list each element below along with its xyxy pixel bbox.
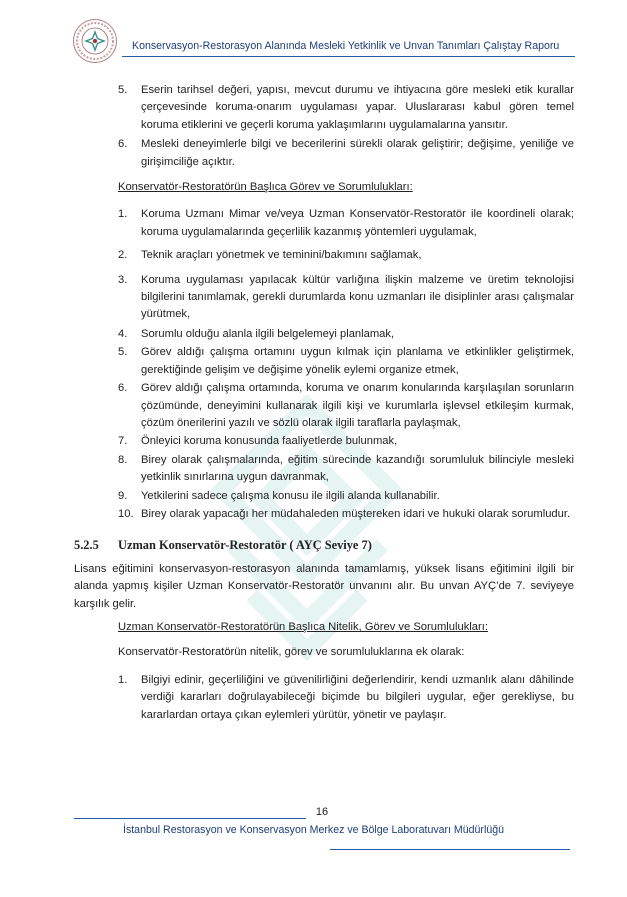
- list-item-text: Görev aldığı çalışma ortamını uygun kılmak için planlama ve etkinlikler geliştirmek, gerektiğinde gelişim ve değişime yönelik eylemi organize etmek,: [141, 346, 574, 376]
- list-item-text: Eserin tarihsel değeri, yapısı, mevcut durumu ve ihtiyacına göre mesleki etik kurallar çerçevesinde koruma-onarım uygulaması yapar. Uluslararası kabul gören temel koruma etiklerini ve geçerli koruma yaklaşımlarını uygulamalarına yansıtır.: [141, 84, 574, 131]
- list-item-text: Sorumlu olduğu alanla ilgili belgelemeyi planlamak,: [141, 327, 395, 340]
- list-item: [74, 272, 574, 324]
- list-item-text: Birey olarak yapacağı her müdahaleden müştereken idari ve hukuki olarak sorumludur.: [141, 507, 571, 520]
- list-item-number: 2.: [118, 249, 128, 262]
- list-item: [74, 136, 574, 171]
- paragraph-intro: Lisans eğitimini konservasyon-restorasyon alanında tamamlamış, yüksek lisans eğitimini ilgili bir alanda yapmış kişiler Uzman Konservatör-Restoratör unvanını alır. Bu unvan AYÇ’de 7. seviyeye karşılık gelir.: [74, 562, 574, 610]
- list-item: [74, 206, 574, 241]
- subheading-duties: Konservatör-Restoratörün Başlıca Görev ve Sorumlulukları:: [118, 181, 413, 194]
- list-item-text: Mesleki deneyimlerle bilgi ve becerilerini sürekli olarak geliştirir; değişime, yeniliğe ve girişimciliğe açıktır.: [141, 138, 574, 168]
- list-item: [74, 672, 574, 724]
- subheading-expert: Uzman Konservatör-Restoratörün Başlıca Nitelik, Görev ve Sorumlulukları:: [118, 620, 488, 633]
- list-item-number: 6.: [118, 382, 128, 395]
- numbered-list-expert: [74, 672, 574, 724]
- list-item-number: 6.: [118, 138, 128, 151]
- list-item: [74, 326, 574, 343]
- list-item: [74, 488, 574, 505]
- list-item: [74, 506, 574, 523]
- list-item-text: Teknik araçları yönetmek ve teminini/bakımını sağlamak,: [141, 249, 422, 262]
- list-item: [74, 433, 574, 450]
- list-item: [74, 247, 574, 264]
- list-item-number: 5.: [118, 346, 128, 359]
- list-item-text: Görev aldığı çalışma ortamında, koruma ve onarım konularında karşılaşılan sorunların çözümünde, deneyimini kullanarak ilgili kişi ve kurumlarla işlevsel etkileşim kurmak, çözüm önerilerini yazılı ve sözlü olarak ilgili taraflarla paylaşmak,: [141, 382, 574, 429]
- list-item-text: Yetkilerini sadece çalışma konusu ile ilgili alanda kullanabilir.: [141, 489, 440, 502]
- header-rule: [122, 56, 575, 57]
- institution-logo: [72, 18, 118, 64]
- list-item-number: 7.: [118, 435, 128, 448]
- list-item: [74, 452, 574, 487]
- footer-text: İstanbul Restorasyon ve Konservasyon Merkez ve Bölge Laboratuvarı Müdürlüğü: [123, 824, 504, 836]
- page-body: [74, 82, 574, 724]
- list-item-number: 1.: [118, 208, 128, 221]
- list-item-number: 4.: [118, 327, 128, 340]
- list-item-number: 5.: [118, 84, 128, 96]
- list-item-number: 3.: [118, 273, 128, 286]
- list-item-number: 9.: [118, 489, 128, 502]
- page-number: 16: [315, 806, 329, 818]
- section-title: Uzman Konservatör-Restoratör ( AYÇ Seviye 7): [118, 538, 372, 553]
- numbered-list-continued: [74, 82, 574, 171]
- paragraph-addition: Konservatör-Restoratörün nitelik, görev ve sorumluluklarına ek olarak:: [118, 646, 465, 659]
- list-item-text: Koruma uygulaması yapılacak kültür varlığına ilişkin malzeme ve üretim teknolojisi bilgilerini tanımlamak, gerekli durumlarda konu uzmanları ile disiplinler arası çalışmalar yürütmek,: [141, 273, 574, 321]
- list-item-text: Bilgiyi edinir, geçerliliğini ve güvenilirliğini değerlendirir, kendi uzmanlık alanı dâhilinde verdiği kararları doğrulayabileceği biçimde bu bilgileri uygular, eğer gerekliyse, bu kararlardan ortaya çıkan eylemleri yürütür, yönetir ve paylaşır.: [141, 673, 574, 721]
- list-item-number: 8.: [118, 453, 128, 466]
- footer-rule-left: [74, 818, 306, 819]
- footer-rule-right: [330, 849, 570, 850]
- list-item-text: Önleyici koruma konusunda faaliyetlerde bulunmak,: [141, 435, 398, 448]
- list-item-text: Birey olarak çalışmalarında, eğitim sürecinde kazandığı sorumluluk bilinciyle mesleki yetkinlik sınırlarına uygun davranmak,: [141, 453, 574, 484]
- list-item-text: Koruma Uzmanı Mimar ve/veya Uzman Konservatör-Restoratör ile koordineli olarak; koruma uygulamalarında geçerlilik kazanmış yöntemleri uygulamak,: [141, 208, 574, 238]
- list-item: [74, 344, 574, 379]
- list-item: [74, 380, 574, 432]
- list-item-number: 10.: [118, 507, 134, 520]
- list-item: [74, 82, 574, 134]
- section-heading: [74, 537, 574, 554]
- numbered-list-duties: [74, 206, 574, 523]
- list-item-number: 1.: [118, 673, 128, 686]
- section-number: 5.2.5: [74, 538, 99, 553]
- header-title: Konservasyon-Restorasyon Alanında Mesleki Yetkinlik ve Unvan Tanımları Çalıştay Raporu: [132, 40, 560, 52]
